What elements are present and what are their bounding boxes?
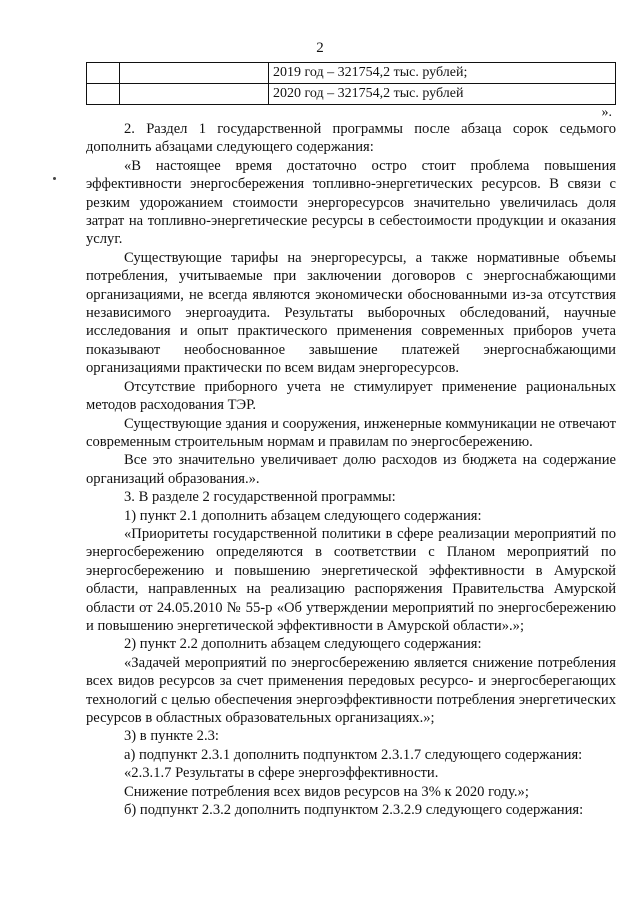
table-cell-empty xyxy=(120,63,269,84)
table-row xyxy=(87,63,616,84)
paragraph: 2) пункт 2.2 дополнить абзацем следующего содержания: xyxy=(124,636,482,653)
paragraph: 2. Раздел 1 государственной программы после абзаца сорок седьмого дополнить абзацами следующего содержания: xyxy=(86,121,616,156)
budget-table xyxy=(86,62,616,105)
closing-quote: ». xyxy=(601,105,612,120)
table-cell-budget-2020: 2020 год – 321754,2 тыс. рублей xyxy=(269,84,616,105)
table-cell-empty xyxy=(87,84,120,105)
paragraph: а) подпункт 2.3.1 дополнить подпунктом 2.3.1.7 следующего содержания: xyxy=(124,746,583,763)
paragraph: Существующие тарифы на энергоресурсы, а также нормативные объемы потребления, учитываемые при заключении договоров с энергоснабжающими организациями, не всегда являются экономически обоснованными из-за отсутствия независимого энергоаудита. Результаты выборочных обследований, научные исследования и опыт практического применения современных приборов учета показывают необоснованное завышение платежей энергоснабжающими организациями практически по всем видам энергоресурсов. xyxy=(86,249,616,377)
paragraph: Снижение потребления всех видов ресурсов на 3% к 2020 году.»; xyxy=(124,783,529,800)
paragraph: б) подпункт 2.3.2 дополнить подпунктом 2.3.2.9 следующего содержания: xyxy=(124,802,584,819)
paragraph: 3. В разделе 2 государственной программы: xyxy=(124,489,396,506)
document-body xyxy=(86,120,616,819)
paragraph: «В настоящее время достаточно остро стоит проблема повышения эффективности энергосбережения топливно-энергетических ресурсов. В связи с резким удорожанием стоимости энергоресурсов значительно увеличилась доля затрат на топливно-энергетические ресурсы в себестоимости продукции и оказания услуг. xyxy=(86,157,616,248)
paragraph: «Приоритеты государственной политики в сфере реализации мероприятий по энергосбережению определяются в соответствии с Планом мероприятий по энергосбережению и повышению энергетической эффективности в Амурской области, направленных на реализацию распоряжения Правительства Амурской области от 24.05.2010 № 55-р «Об утверждении мероприятий по энергосбережению и повышению энергетической эффективности в Амурской области».»; xyxy=(86,525,616,634)
table-cell-empty xyxy=(120,84,269,105)
paragraph: «2.3.1.7 Результаты в сфере энергоэффективности. xyxy=(124,765,439,782)
paragraph: Существующие здания и сооружения, инженерные коммуникации не отвечают современным строительным нормам и правилам по энергосбережению. xyxy=(86,415,616,450)
page-number: 2 xyxy=(316,40,324,56)
table-cell-empty xyxy=(87,63,120,84)
paragraph: 3) в пункте 2.3: xyxy=(124,728,219,745)
margin-dot xyxy=(53,177,56,180)
paragraph: 1) пункт 2.1 дополнить абзацем следующего содержания: xyxy=(124,507,482,524)
table-cell-budget-2019: 2019 год – 321754,2 тыс. рублей; xyxy=(269,63,616,84)
paragraph: Отсутствие приборного учета не стимулирует применение рациональных методов расходования ТЭР. xyxy=(86,378,616,414)
paragraph: «Задачей мероприятий по энергосбережению является снижение потребления всех видов ресурсов за счет применения передовых ресурсо- и энергосберегающих технологий с целью обеспечения энергоэффективности потребления энергетических ресурсов в областных образовательных организациях.»; xyxy=(86,654,616,726)
paragraph: Все это значительно увеличивает долю расходов из бюджета на содержание организаций образования.». xyxy=(86,452,616,487)
table-row xyxy=(87,84,616,105)
